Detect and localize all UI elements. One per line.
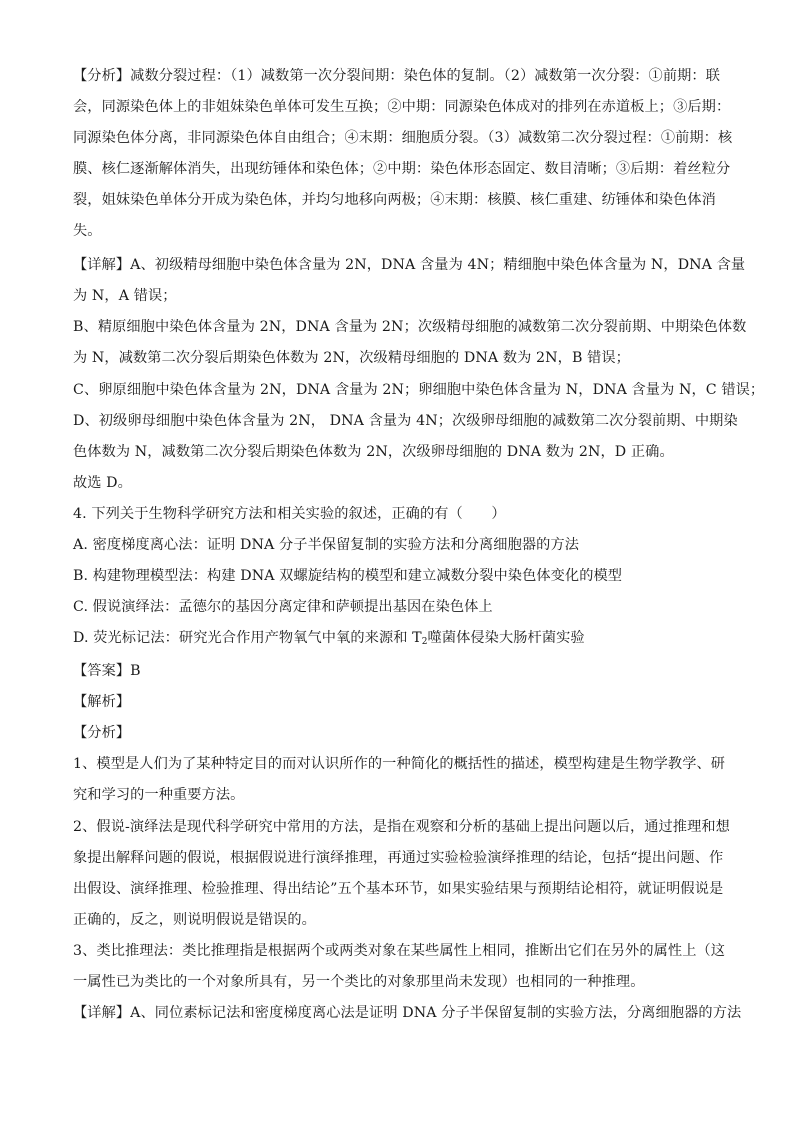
text-line: 为 N，减数第二次分裂后期染色体数为 2N，次级精母细胞的 DNA 数为 2N，B 错误； — [73, 350, 630, 366]
text-line: 失。 — [73, 223, 102, 239]
text-line: B、精原细胞中染色体含量为 2N，DNA 含量为 2N；次级精母细胞的减数第二次分裂前期、中期染色体数 — [73, 319, 747, 335]
text-line: 【详解】A、初级精母细胞中染色体含量为 2N，DNA 含量为 4N；精细胞中染色体含量为 N，DNA 含量 — [73, 257, 746, 273]
analysis-label: 【分析】 — [73, 725, 131, 741]
text-line: D、初级卵母细胞中染色体含量为 2N， DNA 含量为 4N；次级卵母细胞的减数第二次分裂前期、中期染 — [73, 413, 738, 429]
text-line: 象提出解释问题的假说，根据假说进行演绎推理，再通过实验检验演绎推理的结论，包括“提出问题、作 — [73, 850, 724, 866]
text-line: 膜、核仁逐渐解体消失，出现纺锤体和染色体；②中期：染色体形态固定、数目清晰；③后期：着丝粒分 — [73, 161, 731, 177]
answer-label: 【答案】B — [73, 663, 141, 679]
text-line: 1、模型是人们为了某种特定目的而对认识所作的一种简化的概括性的描述，模型构建是生物学教学、研 — [73, 756, 726, 772]
text-line: 同源染色体分离，非同源染色体自由组合；④末期：细胞质分裂。（3）减数第二次分裂过程：①前期：核 — [73, 130, 733, 146]
text-line: 究和学习的一种重要方法。 — [73, 787, 245, 803]
text-line: 会，同源染色体上的非姐妹染色单体可发生互换；②中期：同源染色体成对的排列在赤道板上；③后期： — [73, 99, 731, 115]
option-d-subscript: 2 — [421, 637, 428, 647]
option-c: C. 假说演绎法：孟德尔的基因分离定律和萨顿提出基因在染色体上 — [73, 599, 493, 615]
explanation-label: 【解析】 — [73, 694, 131, 710]
text-line: 裂，姐妹染色单体分开成为染色体，并均匀地移向两极；④末期：核膜、核仁重建、纺锤体和染色体消 — [73, 192, 716, 208]
option-b: B. 构建物理模型法：构建 DNA 双螺旋结构的模型和建立减数分裂中染色体变化的模型 — [73, 568, 623, 584]
question-stem: 4. 下列关于生物科学研究方法和相关实验的叙述，正确的有（ ） — [73, 506, 506, 522]
text-line: 【分析】减数分裂过程：（1）减数第一次分裂间期：染色体的复制。（2）减数第一次分裂：①前期：联 — [73, 68, 720, 84]
text-line: 一属性已为类比的一个对象所具有，另一个类比的对象那里尚未发现）也相同的一种推理。 — [73, 974, 645, 990]
option-d-text: D. 荧光标记法：研究光合作用产物氧气中氧的来源和 T — [73, 630, 422, 646]
option-a: A. 密度梯度离心法：证明 DNA 分子半保留复制的实验方法和分离细胞器的方法 — [73, 537, 580, 553]
option-d — [73, 628, 733, 652]
option-d-tail: 噬菌体侵染大肠杆菌实验 — [427, 630, 585, 646]
text-line: 【详解】A、同位素标记法和密度梯度离心法是证明 DNA 分子半保留复制的实验方法，分离细胞器的方法 — [73, 1005, 742, 1021]
text-line: C、卵原细胞中染色体含量为 2N，DNA 含量为 2N；卵细胞中染色体含量为 N，DNA 含量为 N，C 错误； — [73, 382, 765, 398]
text-line: 故选 D。 — [73, 475, 132, 491]
text-line: 3、类比推理法：类比推理指是根据两个或两类对象在某些属性上相同，推断出它们在另外的属性上（这 — [73, 943, 726, 959]
text-line: 正确的，反之，则说明假说是错误的。 — [73, 912, 316, 928]
text-line: 2、假说-演绎法是现代科学研究中常用的方法，是指在观察和分析的基础上提出问题以后，通过推理和想 — [73, 819, 730, 835]
text-line: 色体数为 N，减数第二次分裂后期染色体数为 2N，次级卵母细胞的 DNA 数为 2N，D 正确。 — [73, 444, 674, 460]
text-line: 为 N，A 错误； — [73, 288, 177, 304]
text-line: 出假设、演绎推理、检验推理、得出结论”五个基本环节，如果实验结果与预期结论相符，就证明假说是 — [73, 881, 724, 897]
